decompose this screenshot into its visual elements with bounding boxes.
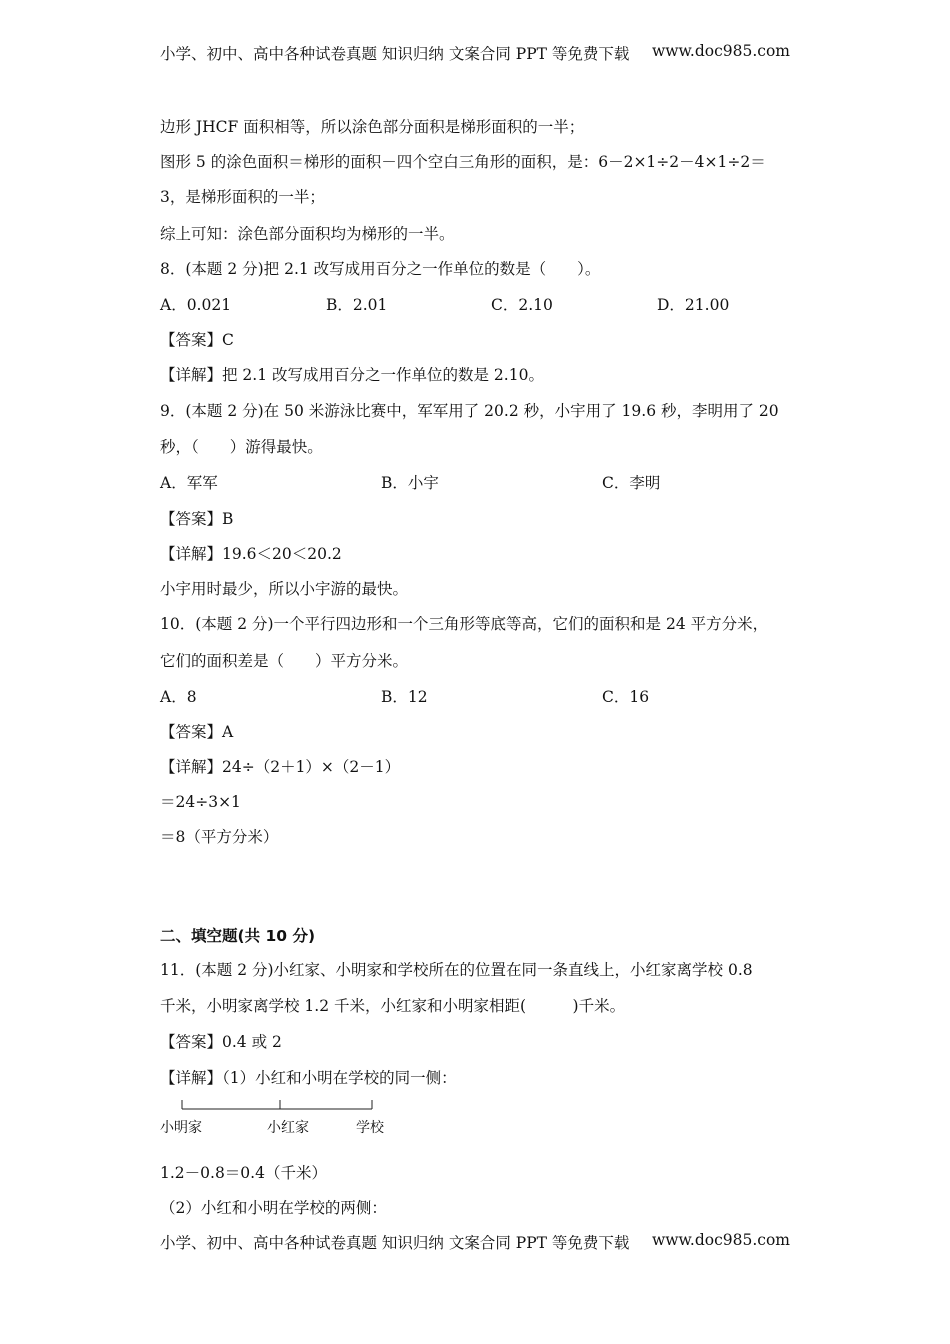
option-c: C．李明	[602, 474, 661, 492]
line-diagram	[160, 1095, 400, 1145]
header-url[interactable]: www.doc985.com	[651, 42, 790, 60]
detail: 【详解】把 2.1 改写成用百分之一作单位的数是 2.10。	[160, 366, 544, 384]
question-9: 9．(本题 2 分)在 50 米游泳比赛中，军军用了 20.2 秒，小宇用了 19.6 秒，李明用了 20	[160, 402, 779, 420]
footer-text: 小学、初中、高中各种试卷真题 知识归纳 文案合同 PPT 等免费下载	[160, 1234, 630, 1252]
question-10: 10．(本题 2 分)一个平行四边形和一个三角形等底等高，它们的面积和是 24 平方分米，	[160, 615, 769, 633]
header-text: 小学、初中、高中各种试卷真题 知识归纳 文案合同 PPT 等免费下载	[160, 45, 630, 63]
answer: 【答案】C	[160, 331, 234, 349]
detail-cont: （2）小红和小明在学校的两侧：	[160, 1199, 387, 1217]
answer: 【答案】B	[160, 510, 234, 528]
detail: 【详解】（1）小红和小明在学校的同一侧：	[160, 1069, 457, 1087]
text-line: 3，是梯形面积的一半；	[160, 188, 325, 206]
question-11-cont: 千米，小明家离学校 1.2 千米，小红家和小明家相距( )千米。	[160, 997, 626, 1015]
question-10-cont: 它们的面积差是（ ）平方分米。	[160, 652, 409, 670]
section-heading: 二、填空题(共 10 分)	[160, 927, 316, 945]
option-b: B．2.01	[326, 296, 388, 314]
option-c: C．16	[602, 688, 650, 706]
option-c: C．2.10	[491, 296, 553, 314]
calculation: 1.2－0.8＝0.4（千米）	[160, 1164, 327, 1182]
number-line	[160, 1095, 400, 1115]
option-a: A．军军	[160, 474, 218, 492]
option-b: B．12	[381, 688, 428, 706]
option-d: D．21.00	[657, 296, 730, 314]
question-11: 11．(本题 2 分)小红家、小明家和学校所在的位置在同一条直线上，小红家离学校 0.8	[160, 961, 753, 979]
page-header	[160, 42, 790, 64]
diagram-label: 小红家	[267, 1120, 309, 1136]
text-line: 边形 JHCF 面积相等，所以涂色部分面积是梯形面积的一半；	[160, 118, 585, 136]
detail: 【详解】19.6＜20＜20.2	[160, 545, 342, 563]
detail-cont: ＝8（平方分米）	[160, 828, 279, 846]
text-line: 综上可知：涂色部分面积均为梯形的一半。	[160, 225, 455, 243]
question-9-cont: 秒，（ ）游得最快。	[160, 438, 323, 456]
question-8: 8．(本题 2 分)把 2.1 改写成用百分之一作单位的数是（ ）。	[160, 260, 601, 278]
answer: 【答案】A	[160, 723, 234, 741]
option-b: B．小宇	[381, 474, 439, 492]
option-a: A．8	[160, 688, 197, 706]
detail-cont: ＝24÷3×1	[160, 793, 241, 811]
diagram-label: 小明家	[160, 1120, 202, 1136]
diagram-label: 学校	[356, 1120, 384, 1136]
option-a: A．0.021	[160, 296, 232, 314]
answer: 【答案】0.4 或 2	[160, 1033, 282, 1051]
text-line: 图形 5 的涂色面积＝梯形的面积－四个空白三角形的面积，是：6－2×1÷2－4×1÷2＝	[160, 153, 766, 171]
page-footer	[160, 1231, 790, 1253]
detail: 【详解】24÷（2＋1）×（2－1）	[160, 758, 401, 776]
footer-url[interactable]: www.doc985.com	[651, 1231, 790, 1249]
detail-cont: 小宇用时最少，所以小宇游的最快。	[160, 580, 409, 598]
